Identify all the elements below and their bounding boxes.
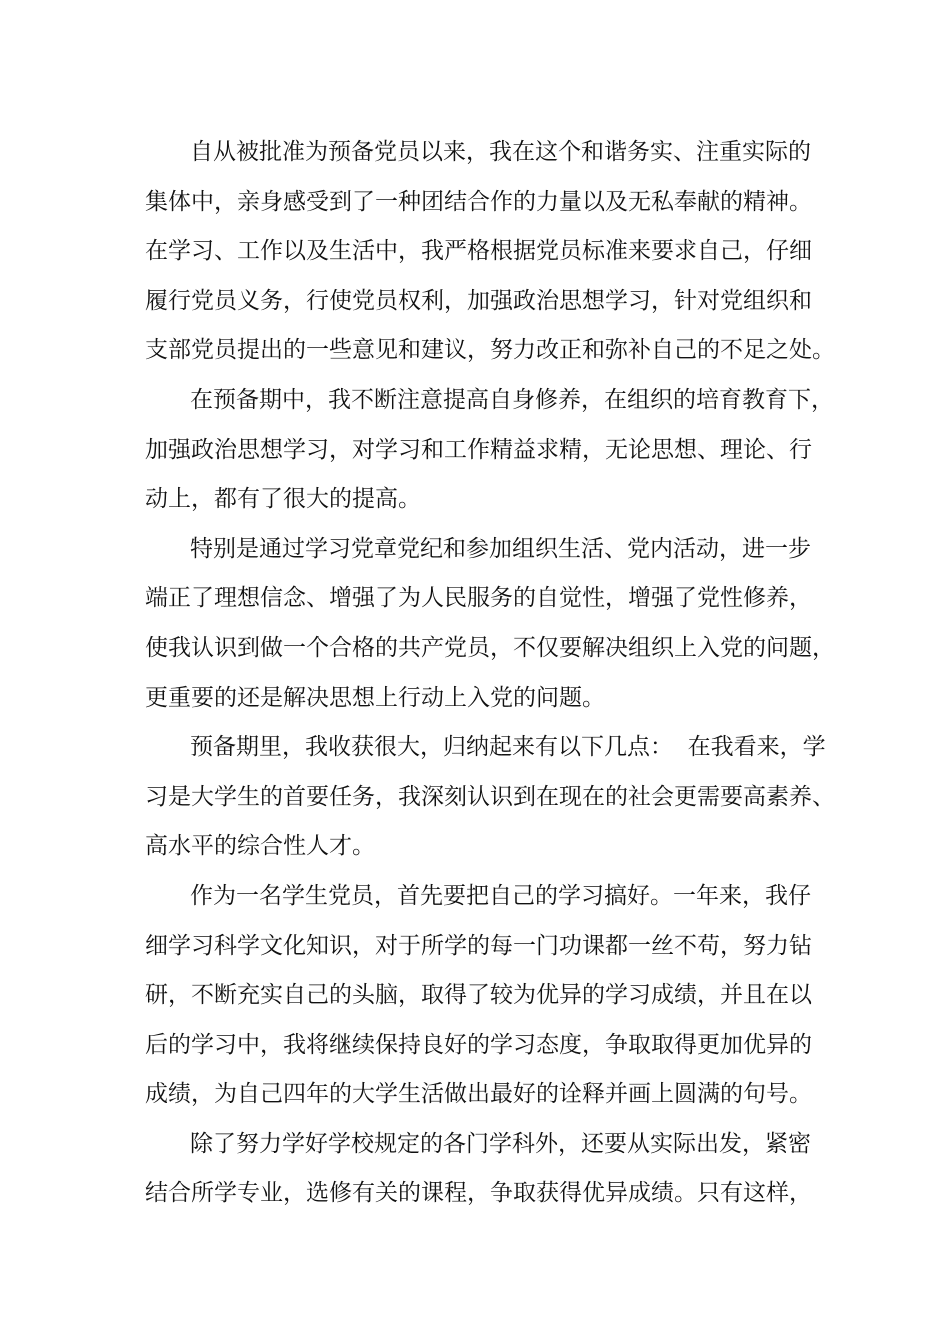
paragraph-6-line-2: 结合所学专业，选修有关的课程，争取获得优异成绩。只有这样， [145,1180,812,1207]
paragraph-4-line-3: 高水平的综合性人才。 [145,833,375,860]
paragraph-1-line-1: 自从被批准为预备党员以来，我在这个和谐务实、注重实际的 [190,139,811,165]
paragraph-1-line-4: 履行党员义务，行使党员权利，加强政治思想学习，针对党组织和 [145,287,812,314]
paragraph-3-line-2: 端正了理想信念、增强了为人民服务的自觉性，增强了党性修养， [145,585,812,612]
paragraph-2-line-3: 动上，都有了很大的提高。 [145,486,421,513]
paragraph-5-line-4: 后的学习中，我将继续保持良好的学习态度，争取取得更加优异的 [145,1031,812,1058]
document-body [145,128,835,1219]
paragraph-4-line-1: 预备期里，我收获很大，归纳起来有以下几点： 在我看来，学 [190,734,826,761]
paragraph-3-line-4: 更重要的还是解决思想上行动上入党的问题。 [145,684,605,711]
paragraph-5-line-1: 作为一名学生党员，首先要把自己的学习搞好。一年来，我仔 [190,882,811,909]
paragraph-1-line-3: 在学习、工作以及生活中，我严格根据党员标准来要求自己，仔细 [145,238,812,265]
paragraph-4-line-2: 习是大学生的首要任务，我深刻认识到在现在的社会更需要高素养、 [145,783,835,810]
paragraph-1-line-5: 支部党员提出的一些意见和建议，努力改正和弥补自己的不足之处。 [145,337,835,364]
paragraph-1-line-2: 集体中，亲身感受到了一种团结合作的力量以及无私奉献的精神。 [145,188,812,215]
paragraph-2-line-2: 加强政治思想学习，对学习和工作精益求精，无论思想、理论、行 [145,436,812,463]
paragraph-3-line-1: 特别是通过学习党章党纪和参加组织生活、党内活动，进一步 [190,535,811,562]
paragraph-3-line-3: 使我认识到做一个合格的共产党员，不仅要解决组织上入党的问题， [145,634,835,661]
paragraph-6-line-1: 除了努力学好学校规定的各门学科外，还要从实际出发，紧密 [190,1130,811,1157]
paragraph-5-line-2: 细学习科学文化知识，对于所学的每一门功课都一丝不苟，努力钻 [145,932,812,959]
paragraph-2-line-1: 在预备期中，我不断注意提高自身修养，在组织的培育教育下， [190,386,834,413]
paragraph-5-line-5: 成绩，为自己四年的大学生活做出最好的诠释并画上圆满的句号。 [145,1081,812,1108]
paragraph-5-line-3: 研，不断充实自己的头脑，取得了较为优异的学习成绩，并且在以 [145,982,812,1009]
